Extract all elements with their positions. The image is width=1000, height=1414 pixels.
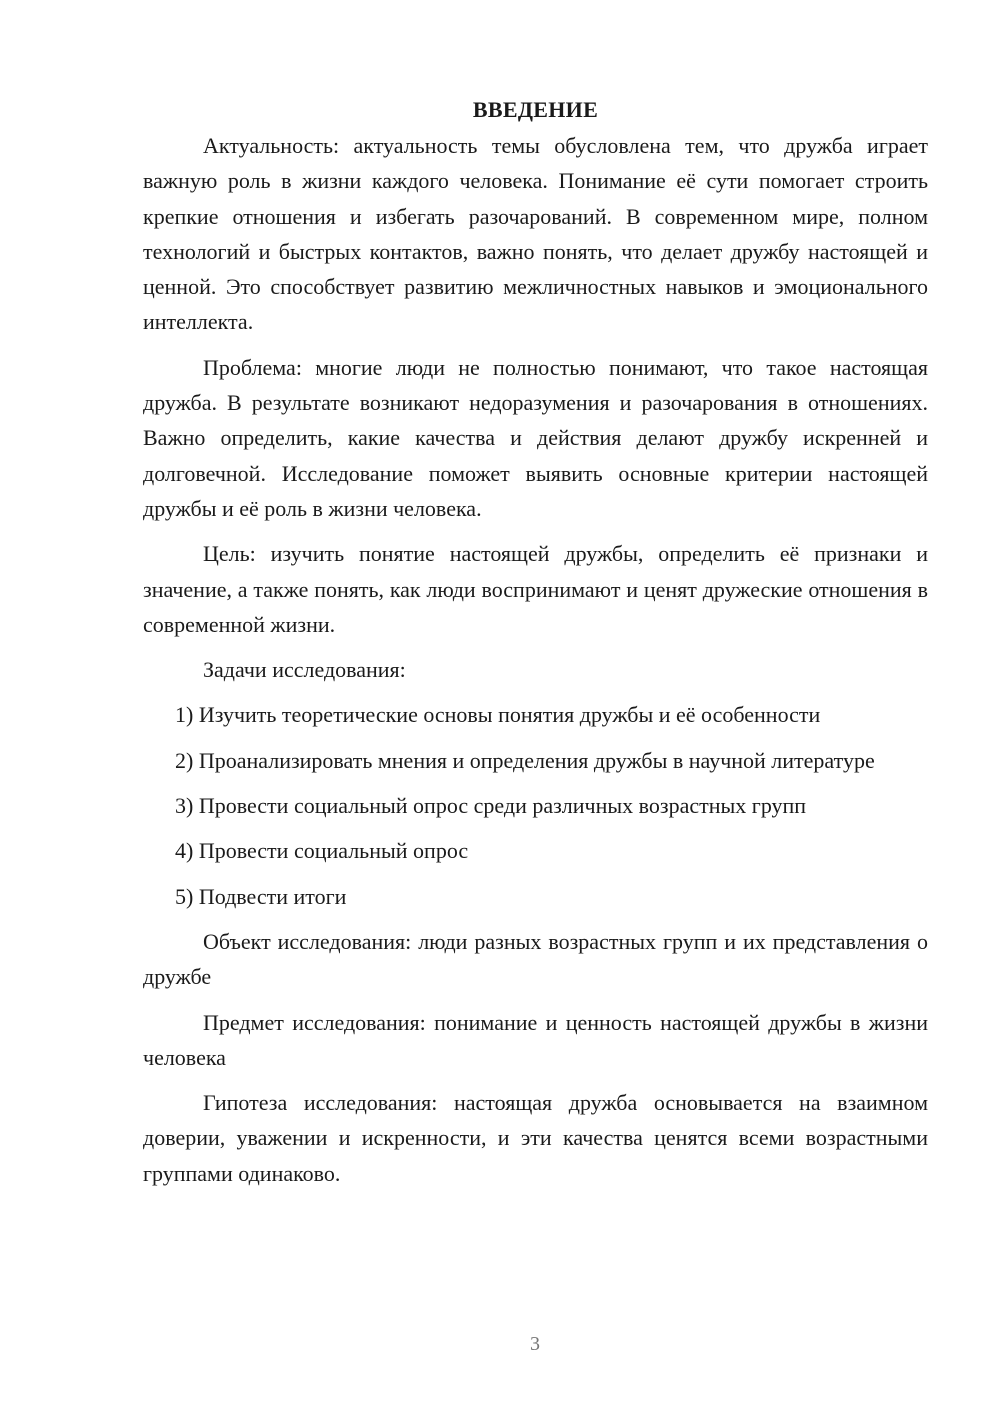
page-number: 3 bbox=[530, 1333, 540, 1355]
paragraph-goal: Цель: изучить понятие настоящей дружбы, определить её признаки и значение, а также понять, как люди воспринимают и ценят дружеские отношения в современной жизни. bbox=[143, 541, 928, 637]
paragraph-tasks-heading: Задачи исследования: bbox=[203, 657, 406, 683]
task-item-4: 4) Провести социальный опрос bbox=[175, 838, 469, 864]
document-title: ВВЕДЕНИЕ bbox=[472, 97, 599, 122]
paragraph-object: Объект исследования: люди разных возрастных групп и их представления о дружбе bbox=[143, 928, 928, 990]
task-item-3: 3) Провести социальный опрос среди различных возрастных групп bbox=[175, 793, 807, 819]
paragraph-hypothesis: Гипотеза исследования: настоящая дружба основывается на взаимном доверии, уважении и искренности, и эти качества ценятся всеми возрастными группами одинаково. bbox=[143, 1090, 928, 1186]
task-item-5: 5) Подвести итоги bbox=[175, 883, 347, 909]
document-page bbox=[143, 92, 928, 1201]
paragraph-problem: Проблема: многие люди не полностью понимают, что такое настоящая дружба. В результате возникают недоразумения и разочарования в отношениях. Важно определить, какие качества и действия делают дружбу искренней и долговечной. Исследование поможет выявить основные критерии настоящей дружбы и её роль в жизни человека. bbox=[143, 354, 928, 521]
task-item-1: 1) Изучить теоретические основы понятия дружбы и её особенности bbox=[175, 702, 821, 728]
task-item-2: 2) Проанализировать мнения и определения дружбы в научной литературе bbox=[175, 747, 875, 773]
paragraph-relevance: Актуальность: актуальность темы обусловлена тем, что дружба играет важную роль в жизни каждого человека. Понимание её сути помогает строить крепкие отношения и избегать разочарований. В современном мире, полном технологий и быстрых контактов, важно понять, что делает дружбу настоящей и ценной. Это способствует развитию межличностных навыков и эмоционального интеллекта. bbox=[143, 133, 928, 335]
paragraph-subject: Предмет исследования: понимание и ценность настоящей дружбы в жизни человека bbox=[143, 1009, 928, 1070]
